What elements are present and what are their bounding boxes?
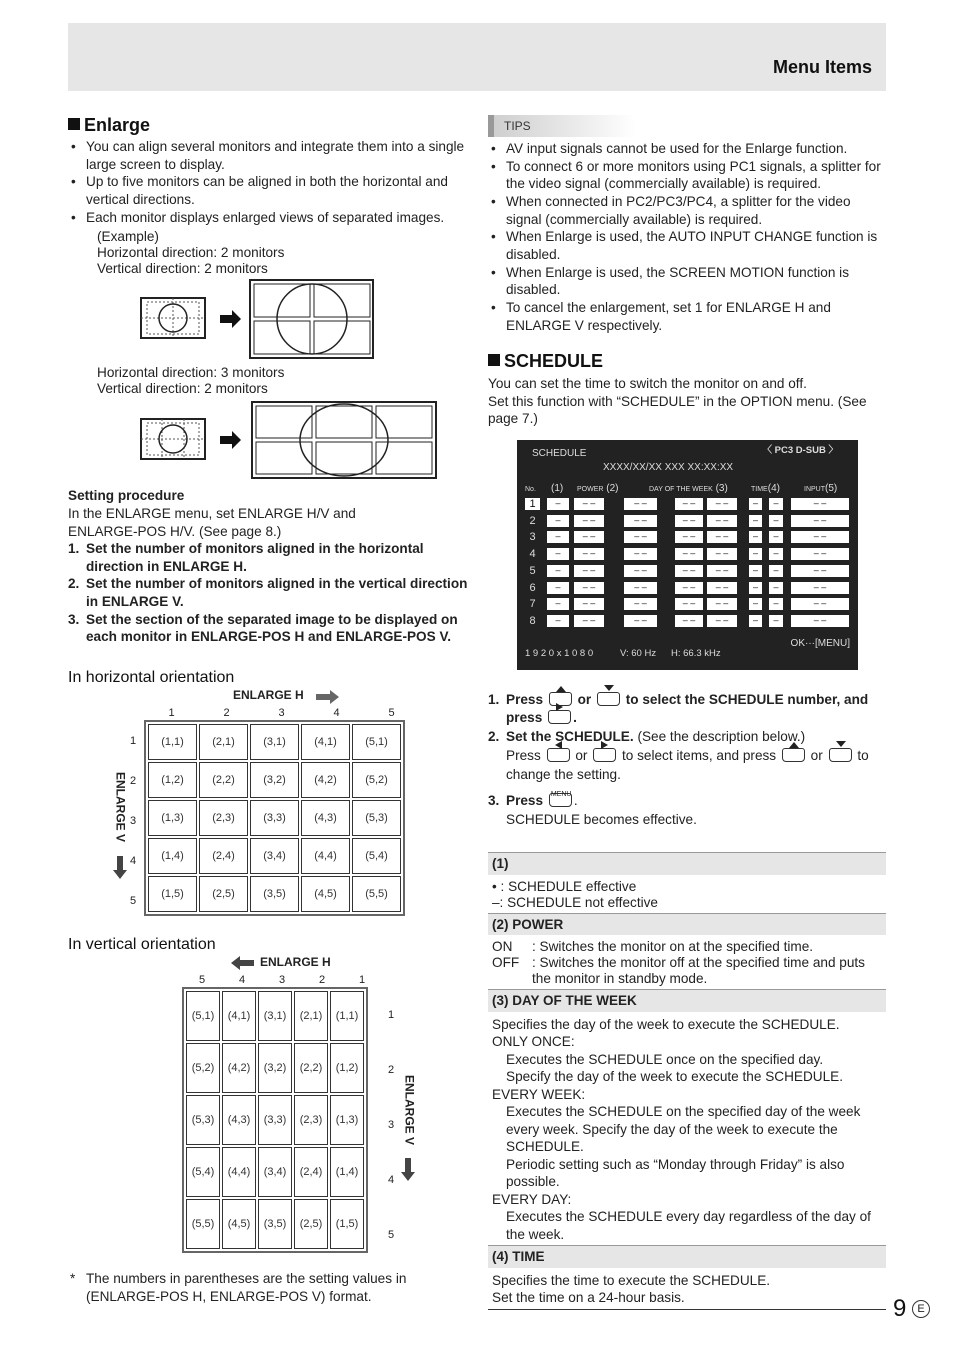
osd-field: – <box>749 548 762 560</box>
osd-field: – – <box>707 498 737 510</box>
osd-col-4: (4) <box>767 483 780 494</box>
row-number: 2 <box>388 1064 395 1076</box>
section-bar-1: (1) <box>488 852 886 875</box>
osd-field: – – <box>791 498 849 510</box>
grid-cell: (1,3) <box>330 1095 364 1145</box>
desc-key: EVERY WEEK: <box>492 1086 586 1102</box>
osd-field: – – <box>707 548 737 560</box>
osd-field: – – <box>675 498 703 510</box>
example-line: Vertical direction: 2 monitors <box>97 261 268 276</box>
grid-cell: (3,3) <box>258 1095 292 1145</box>
schedule-heading <box>488 350 603 373</box>
osd-field: – – <box>675 615 703 627</box>
example-2-text <box>97 365 284 397</box>
grid-cell: (1,2) <box>148 762 197 798</box>
osd-field: – – <box>624 531 657 543</box>
grid-horizontal <box>144 720 405 916</box>
step-text: Set the section of the separated image to be displayed on each monitor in ENLARGE-POS H and ENLARGE-POS V. <box>86 611 458 645</box>
grid-cell: (1,5) <box>148 876 197 912</box>
osd-field: – – <box>624 565 657 577</box>
osd-field: – – <box>707 582 737 594</box>
arrow-right-icon <box>316 690 340 704</box>
osd-field: – – <box>791 598 849 610</box>
grid-cell: (1,4) <box>148 838 197 874</box>
osd-field: – – <box>624 598 657 610</box>
section-3-body <box>488 1012 886 1246</box>
osd-field: – <box>749 515 762 527</box>
grid-cell: (5,3) <box>352 800 401 836</box>
osd-field: – <box>547 582 569 594</box>
example-line: (Example) <box>97 229 159 244</box>
enlarge-bullets <box>68 138 473 226</box>
osd-col-1: (1) <box>551 483 564 494</box>
desc-line: –: SCHEDULE not effective <box>492 894 658 910</box>
arrow-down-icon <box>113 856 127 880</box>
section-2-body <box>488 935 886 989</box>
list-item: • You can align several monitors and integrate them into a single large screen to display. <box>68 138 473 173</box>
osd-ok: OK···[MENU] <box>790 638 850 649</box>
list-item <box>68 540 468 575</box>
osd-row-number: 3 <box>529 531 536 544</box>
page-number: 9 <box>893 1295 907 1322</box>
osd-field: – <box>749 598 762 610</box>
schedule-step-1: 1. Press or to select the SCHEDULE number, and press . <box>488 692 869 725</box>
section-bar-3: (3) DAY OF THE WEEK <box>488 989 886 1012</box>
table-row <box>148 876 401 912</box>
setting-steps <box>68 540 468 646</box>
grid-cell: (4,5) <box>222 1199 256 1249</box>
grid-vertical <box>182 987 368 1253</box>
grid-cell: (2,3) <box>294 1095 328 1145</box>
table-row <box>148 724 401 760</box>
list-item: • To connect 6 or more monitors using PC1 signals, a splitter for the video signal (commercially available) is required. <box>488 158 886 193</box>
osd-row-number: 5 <box>529 564 536 577</box>
osd-field: – – <box>574 598 604 610</box>
osd-row-number: 6 <box>529 581 536 594</box>
grid-cell: (2,5) <box>199 876 248 912</box>
osd-field: – – <box>707 531 737 543</box>
column-number: 5 <box>198 974 206 986</box>
list-item <box>68 611 468 646</box>
step-text: to select items, and press <box>621 748 777 763</box>
horizontal-orientation-title: In horizontal orientation <box>68 669 235 686</box>
step-text: (See the description below.) <box>637 729 806 744</box>
osd-field: – <box>769 598 783 610</box>
table-row <box>186 1043 364 1093</box>
osd-field: – <box>769 548 783 560</box>
step-number: 2. <box>488 729 500 744</box>
step-number: 2. <box>68 576 80 592</box>
example-2x2-diagram <box>138 278 378 360</box>
osd-resolution: 1 9 2 0 x 1 0 8 0 <box>525 648 594 659</box>
step-text: change the setting. <box>506 767 621 782</box>
schedule-step-3: 3. Press MENU . SCHEDULE becomes effective. <box>488 791 888 829</box>
osd-field: – – <box>707 615 737 627</box>
osd-field: – – <box>707 565 737 577</box>
column-number: 1 <box>168 707 175 719</box>
osd-field: – <box>769 615 783 627</box>
grid-cell: (3,3) <box>250 800 299 836</box>
grid-cell: (5,2) <box>352 762 401 798</box>
osd-field: – – <box>707 598 737 610</box>
osd-field: – – <box>675 548 703 560</box>
row-numbers-v <box>388 988 400 1263</box>
page-header <box>68 23 886 91</box>
osd-field: – – <box>675 565 703 577</box>
column-number: 3 <box>278 707 285 719</box>
list-item: • When connected in PC2/PC3/PC4, a splitter for the video signal (commercially available) is required. <box>488 193 886 228</box>
schedule-title: SCHEDULE <box>504 351 604 371</box>
page-suffix-badge: E <box>912 1300 930 1318</box>
arrow-down-icon <box>401 1158 415 1182</box>
desc-line: Specifies the day of the week to execute the SCHEDULE. <box>492 1016 840 1032</box>
example-line: Horizontal direction: 2 monitors <box>97 245 285 260</box>
osd-col-5-label: INPUT <box>804 486 825 493</box>
table-row <box>148 838 401 874</box>
grid-cell: (5,5) <box>186 1199 220 1249</box>
osd-row-number: 7 <box>529 598 536 611</box>
row-number: 4 <box>130 855 137 867</box>
desc-key: OFF <box>492 955 520 971</box>
osd-field: – – <box>574 515 604 527</box>
list-item: • To cancel the enlargement, set 1 for ENLARGE H and ENLARGE V respectively. <box>488 299 886 334</box>
grid-cell: (1,2) <box>330 1043 364 1093</box>
step-number: 3. <box>68 611 80 627</box>
enlarge-heading <box>68 114 150 137</box>
osd-field: – – <box>791 515 849 527</box>
osd-field: – – <box>791 582 849 594</box>
step-text: Press <box>506 793 544 808</box>
osd-row-number: 4 <box>529 548 536 561</box>
example-3x2-diagram <box>138 400 440 480</box>
grid-cell: (1,1) <box>330 991 364 1041</box>
grid-cell: (2,1) <box>294 991 328 1041</box>
osd-source: 〈 PC3 D-SUB 〉 <box>762 445 838 456</box>
example-line: Horizontal direction: 3 monitors <box>97 365 285 380</box>
enlarge-h-label-vertical: ENLARGE H <box>260 955 331 969</box>
osd-col-no: No. <box>525 486 536 493</box>
step-text: Set the number of monitors aligned in the vertical direction in ENLARGE V. <box>86 576 468 610</box>
schedule-intro <box>488 375 888 428</box>
section-4-body <box>488 1268 886 1310</box>
row-number: 1 <box>388 1009 395 1021</box>
osd-field: – – <box>707 515 737 527</box>
table-row <box>186 1095 364 1145</box>
step-number: 1. <box>68 541 80 556</box>
column-number: 1 <box>358 974 366 986</box>
setting-procedure-title: Setting procedure <box>68 488 185 503</box>
osd-field: – <box>769 515 783 527</box>
desc-line: Specifies the time to execute the SCHEDULE. <box>492 1272 771 1288</box>
osd-field: – <box>769 565 783 577</box>
menu-key-icon <box>549 793 572 807</box>
grid-cell: (3,2) <box>258 1043 292 1093</box>
osd-datetime: XXXX/XX/XX XXX XX:XX:XX <box>603 462 734 473</box>
grid-cell: (4,1) <box>301 724 350 760</box>
table-row <box>148 762 401 798</box>
intro-line: Set this function with “SCHEDULE” in the OPTION menu. (See page 7.) <box>488 393 867 427</box>
step-text: or <box>577 692 592 707</box>
osd-field: – – <box>574 565 604 577</box>
row-number: 4 <box>388 1174 395 1186</box>
right-key-icon <box>548 710 571 724</box>
grid-cell: (4,2) <box>222 1043 256 1093</box>
schedule-osd-screen <box>517 440 858 670</box>
osd-field: – <box>547 565 569 577</box>
grid-cell: (2,3) <box>199 800 248 836</box>
grid-cell: (4,3) <box>301 800 350 836</box>
footnote-text: The numbers in parentheses are the setting values in (ENLARGE-POS H, ENLARGE-POS V) format. <box>86 1271 407 1304</box>
grid-cell: (1,1) <box>148 724 197 760</box>
grid-cell: (4,5) <box>301 876 350 912</box>
example-1-text <box>97 229 284 277</box>
step-number: 3. <box>488 793 500 808</box>
step-text: Set the number of monitors aligned in the horizontal direction in ENLARGE H. <box>86 541 424 574</box>
osd-field: – <box>749 531 762 543</box>
osd-field: – – <box>574 548 604 560</box>
grid-cell: (3,2) <box>250 762 299 798</box>
osd-field: – – <box>791 565 849 577</box>
list-item: • Up to five monitors can be aligned in both the horizontal and vertical directions. <box>68 173 473 208</box>
osd-title: SCHEDULE <box>532 448 587 459</box>
grid-cell: (5,2) <box>186 1043 220 1093</box>
vertical-orientation-title: In vertical orientation <box>68 936 216 953</box>
list-item: • When Enlarge is used, the SCREEN MOTION function is disabled. <box>488 264 886 299</box>
osd-field: – <box>547 531 569 543</box>
tips-list <box>488 140 886 334</box>
list-item <box>68 575 468 610</box>
osd-row-number: 2 <box>529 514 536 527</box>
setting-procedure-intro: In the ENLARGE menu, set ENLARGE H/V and ENLARGE-POS H/V. (See page 8.) <box>68 506 356 539</box>
osd-field: – <box>769 582 783 594</box>
row-number: 5 <box>130 895 137 907</box>
step-text: Press <box>506 692 544 707</box>
enlarge-title: Enlarge <box>84 115 151 135</box>
osd-field: – – <box>675 515 703 527</box>
osd-field: – – <box>675 598 703 610</box>
section-1-body <box>488 875 886 913</box>
desc-line: Specify the day of the week to execute the SCHEDULE. <box>506 1069 844 1085</box>
grid-cell: (3,4) <box>258 1147 292 1197</box>
grid-cell: (5,4) <box>186 1147 220 1197</box>
row-number: 1 <box>130 735 137 747</box>
step-text: or <box>575 748 588 763</box>
column-number: 2 <box>318 974 326 986</box>
osd-col-2: (2) <box>606 483 619 494</box>
grid-cell: (2,1) <box>199 724 248 760</box>
grid-cell: (5,3) <box>186 1095 220 1145</box>
osd-field: – – <box>574 498 604 510</box>
grid-cell: (2,2) <box>199 762 248 798</box>
right-key-icon <box>593 748 616 762</box>
section-bar-4: (4) TIME <box>488 1245 886 1268</box>
desc-line: Executes the SCHEDULE once on the specified day. <box>506 1051 824 1067</box>
osd-field: – – <box>675 582 703 594</box>
grid-cell: (4,3) <box>222 1095 256 1145</box>
tips-label: TIPS <box>488 115 636 137</box>
square-bullet-icon <box>488 354 500 366</box>
column-number: 4 <box>238 974 246 986</box>
step-text: to select the SCHEDULE number, and press <box>506 692 869 725</box>
osd-field: – <box>547 515 569 527</box>
grid-cell: (1,5) <box>330 1199 364 1249</box>
grid-cell: (3,1) <box>258 991 292 1041</box>
down-key-icon <box>597 692 620 706</box>
osd-col-2-label: POWER <box>577 486 604 493</box>
grid-cell: (2,5) <box>294 1199 328 1249</box>
osd-field: – <box>749 565 762 577</box>
grid-cell: (3,5) <box>250 876 299 912</box>
osd-col-5: (5) <box>825 483 838 494</box>
step-number: 1. <box>488 692 500 707</box>
osd-col-3: (3) <box>715 483 728 494</box>
osd-field: – <box>769 498 783 510</box>
arrow-left-icon <box>231 956 255 970</box>
footnote-mark: * <box>70 1271 76 1286</box>
desc-value: : Switches the monitor off at the specified time and puts the monitor in standby mode. <box>532 955 865 987</box>
up-key-icon <box>782 748 805 762</box>
grid-cell: (4,4) <box>301 838 350 874</box>
osd-field: – – <box>624 515 657 527</box>
grid-cell: (5,1) <box>352 724 401 760</box>
column-number: 3 <box>278 974 286 986</box>
down-key-icon <box>829 748 852 762</box>
desc-key: ON <box>492 939 513 955</box>
row-number: 2 <box>130 775 137 787</box>
footnote <box>68 1270 468 1305</box>
osd-field: – <box>547 598 569 610</box>
intro-line: You can set the time to switch the monitor on and off. <box>488 376 807 391</box>
row-number: 3 <box>130 815 137 827</box>
desc-value: : Switches the monitor on at the specified time. <box>532 939 814 955</box>
step-text: Press <box>506 748 541 763</box>
osd-field: – – <box>574 615 604 627</box>
osd-field: – – <box>624 615 657 627</box>
desc-line: Periodic setting such as “Monday through Friday” is also possible. <box>506 1156 845 1190</box>
square-bullet-icon <box>68 118 80 130</box>
desc-key: EVERY DAY: <box>492 1191 572 1207</box>
osd-col-4-label: TIME <box>751 486 768 493</box>
column-number: 4 <box>333 707 340 719</box>
list-item: • AV input signals cannot be used for the Enlarge function. <box>488 140 886 158</box>
schedule-description <box>488 852 886 1310</box>
osd-field: – <box>749 615 762 627</box>
grid-cell: (5,5) <box>352 876 401 912</box>
enlarge-h-label: ENLARGE H <box>233 688 304 702</box>
header-title: Menu Items <box>772 56 872 77</box>
step-text: Set the SCHEDULE. <box>506 729 634 744</box>
column-number: 5 <box>388 707 395 719</box>
grid-cell: (2,2) <box>294 1043 328 1093</box>
column-numbers-v <box>182 973 384 987</box>
osd-field: – <box>547 615 569 627</box>
column-numbers-h <box>144 706 420 720</box>
grid-cell: (2,4) <box>199 838 248 874</box>
grid-cell: (1,4) <box>330 1147 364 1197</box>
left-key-icon <box>547 748 570 762</box>
osd-field: – – <box>624 498 657 510</box>
osd-field: – <box>547 548 569 560</box>
grid-cell: (5,1) <box>186 991 220 1041</box>
list-item: • When Enlarge is used, the AUTO INPUT CHANGE function is disabled. <box>488 228 886 263</box>
osd-field: – <box>547 498 569 510</box>
osd-field: – – <box>624 582 657 594</box>
grid-cell: (4,1) <box>222 991 256 1041</box>
row-number: 5 <box>388 1229 395 1241</box>
table-row <box>186 1199 364 1249</box>
grid-cell: (5,4) <box>352 838 401 874</box>
osd-field: – <box>749 498 762 510</box>
grid-cell: (4,4) <box>222 1147 256 1197</box>
grid-cell: (1,3) <box>148 800 197 836</box>
row-number: 3 <box>388 1119 395 1131</box>
table-row <box>148 800 401 836</box>
enlarge-v-label: ENLARGE V <box>113 772 128 843</box>
desc-key: ONLY ONCE: <box>492 1034 575 1050</box>
osd-vfreq: V: 60 Hz <box>620 648 657 659</box>
osd-field: – – <box>791 531 849 543</box>
osd-field: – <box>769 531 783 543</box>
grid-cell: (2,4) <box>294 1147 328 1197</box>
schedule-step-2 <box>488 727 888 784</box>
column-number: 2 <box>223 707 230 719</box>
osd-field: – <box>749 582 762 594</box>
osd-field: – – <box>791 548 849 560</box>
step-text: SCHEDULE becomes effective. <box>506 812 697 827</box>
grid-cell: (3,5) <box>258 1199 292 1249</box>
enlarge-v-label-vertical: ENLARGE V <box>402 1075 417 1146</box>
desc-line: Executes the SCHEDULE on the specified day of the week every week. Specify the day of the week to execute the SCHEDULE. <box>506 1104 861 1155</box>
list-item: • Each monitor displays enlarged views of separated images. <box>68 209 473 227</box>
desc-line: Set the time on a 24-hour basis. <box>492 1290 685 1306</box>
grid-cell: (3,4) <box>250 838 299 874</box>
table-row <box>186 1147 364 1197</box>
row-numbers-h <box>130 721 142 921</box>
desc-line: Executes the SCHEDULE every day regardless of the day of the week. <box>506 1209 871 1242</box>
osd-row-number: 1 <box>525 498 540 510</box>
step-text: or <box>810 748 823 763</box>
example-line: Vertical direction: 2 monitors <box>97 381 268 396</box>
section-bar-2: (2) POWER <box>488 913 886 936</box>
step-text: to <box>857 748 869 763</box>
osd-field: – – <box>675 531 703 543</box>
osd-row-number: 8 <box>529 614 536 627</box>
grid-cell: (4,2) <box>301 762 350 798</box>
osd-field: – – <box>574 531 604 543</box>
table-row <box>186 991 364 1041</box>
grid-cell: (3,1) <box>250 724 299 760</box>
osd-hfreq: H: 66.3 kHz <box>671 648 721 659</box>
osd-field: – – <box>624 548 657 560</box>
osd-col-3-label: DAY OF THE WEEK <box>649 486 713 493</box>
osd-field: – – <box>791 615 849 627</box>
osd-field: – – <box>574 582 604 594</box>
desc-line: • : SCHEDULE effective <box>492 878 637 894</box>
